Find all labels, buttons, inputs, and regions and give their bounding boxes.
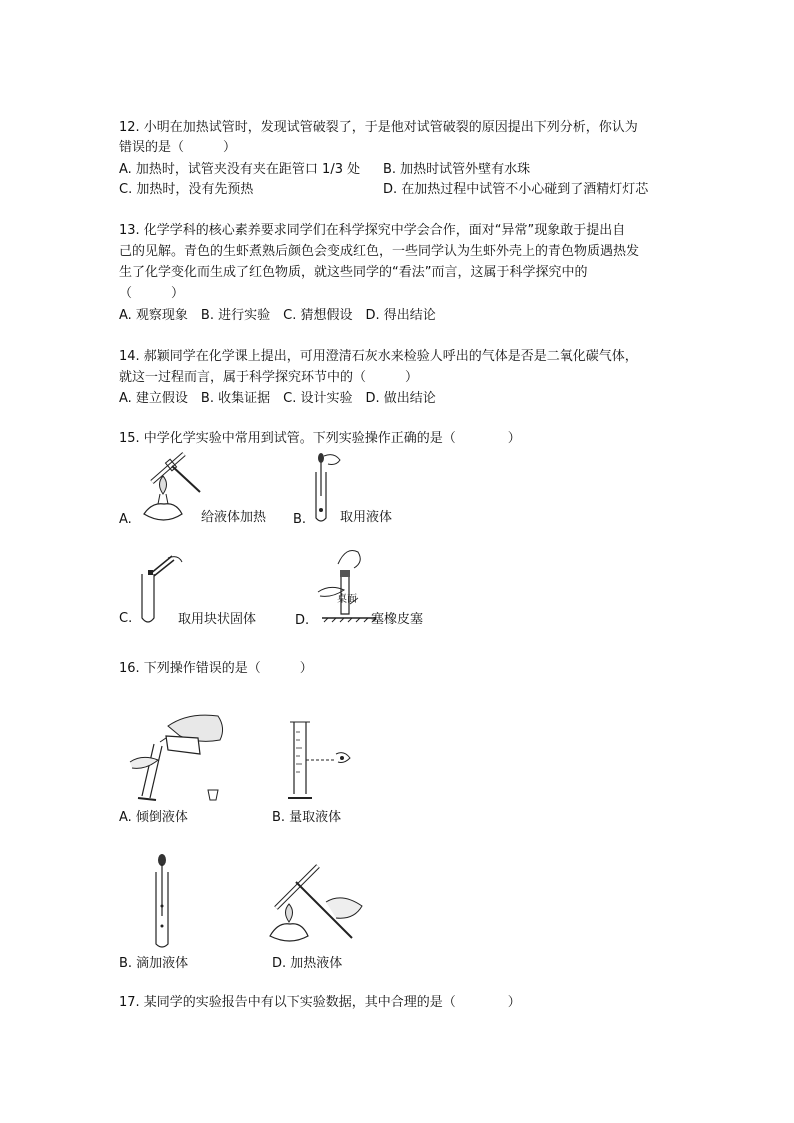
- q13-stem-line4: （ ）: [119, 286, 185, 301]
- q16-option-a: A. 倾倒液体: [119, 810, 188, 825]
- q15-option-a-label: 给液体加热: [201, 510, 267, 525]
- q12-option-a: A. 加热时，试管夹没有夹在距管口 1/3 处: [119, 162, 361, 177]
- heating-tube-icon: [262, 858, 368, 944]
- q13-stem-line2: 己的见解。青色的生虾煮熟后颜色会变成红色，一些同学认为生虾外壳上的青色物质遇热发: [119, 244, 640, 259]
- q12-stem-line2: 错误的是（ ）: [119, 140, 237, 155]
- q14-options: A. 建立假设 B. 收集证据 C. 设计实验 D. 做出结论: [119, 391, 436, 406]
- q13-stem-line3: 生了化学变化而生成了红色物质，就这些同学的“看法”而言，这属于科学探究中的: [119, 265, 588, 280]
- q12-option-d: D. 在加热过程中试管不小心碰到了酒精灯灯芯: [383, 182, 649, 197]
- q16-option-d: D. 加热液体: [272, 956, 343, 971]
- pouring-liquid-icon: [128, 708, 233, 804]
- q16-option-c: B. 滴加液体: [119, 956, 189, 971]
- q13-options: A. 观察现象 B. 进行实验 C. 猜想假设 D. 得出结论: [119, 308, 436, 323]
- q17-stem: 17. 某同学的实验报告中有以下实验数据，其中合理的是（ ）: [119, 995, 521, 1010]
- q15-option-c-label: 取用块状固体: [178, 612, 257, 627]
- q15-option-b-label: 取用液体: [340, 510, 393, 525]
- q15-option-a-letter: A.: [119, 512, 132, 527]
- q12-option-c: C. 加热时，没有先预热: [119, 182, 254, 197]
- q14-stem-line1: 14. 郝颖同学在化学课上提出，可用澄清石灰水来检验人呼出的气体是否是二氧化碳气体，: [119, 349, 638, 364]
- measuring-cylinder-icon: [282, 718, 362, 804]
- q14-stem-line2: 就这一过程而言，属于科学探究环节中的（ ）: [119, 370, 419, 385]
- q15-stem: 15. 中学化学实验中常用到试管。下列实验操作正确的是（ ）: [119, 431, 521, 446]
- q15-option-d-label: 塞橡皮塞: [371, 612, 424, 627]
- q16-option-b: B. 量取液体: [272, 810, 342, 825]
- q15-option-c-letter: C.: [119, 611, 133, 626]
- dropper-icon: [150, 854, 174, 950]
- heating-liquid-icon: [138, 452, 208, 527]
- q12-stem-line1: 12. 小明在加热试管时，发现试管破裂了，于是他对试管破裂的原因提出下列分析，你认为: [119, 120, 638, 135]
- q15-table-label: 桌面: [337, 594, 357, 605]
- q13-stem-line1: 13. 化学学科的核心素养要求同学们在科学探究中学会合作，面对“异常”现象敢于提出自: [119, 223, 626, 238]
- q15-option-b-letter: B.: [293, 512, 307, 527]
- q16-stem: 16. 下列操作错误的是（ ）: [119, 661, 313, 676]
- q12-option-b: B. 加热时试管外壁有水珠: [383, 162, 531, 177]
- q15-option-d-letter: D.: [295, 613, 310, 628]
